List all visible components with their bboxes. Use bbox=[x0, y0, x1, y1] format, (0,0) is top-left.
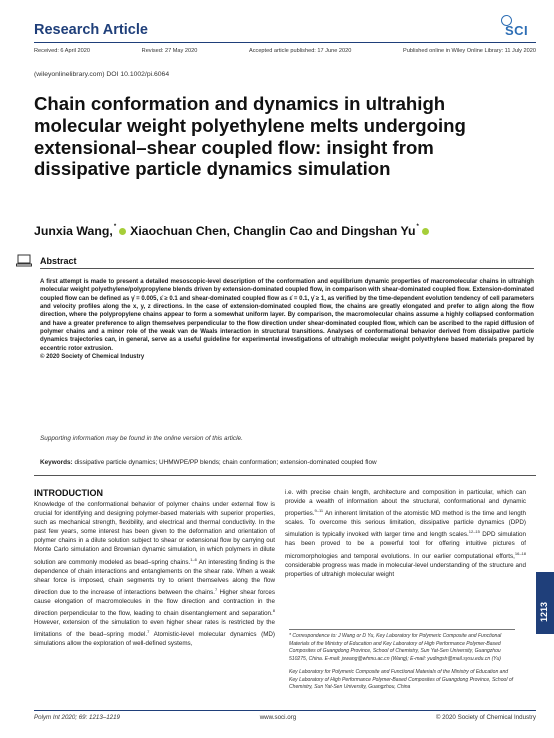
corresponding-mark: * bbox=[113, 224, 117, 230]
logo-text: SCI bbox=[505, 23, 529, 38]
sci-logo bbox=[501, 14, 535, 40]
abstract-rule bbox=[40, 268, 534, 269]
article-title: Chain conformation and dynamics in ultrahigh molecular weight polyethylene melts undergoing extensional–shear coupled flow: insight from dissipative particle dynamics simulation bbox=[34, 93, 466, 180]
section-rule bbox=[34, 475, 536, 476]
page-number: 1213 bbox=[539, 601, 549, 622]
citation-ref[interactable]: 8 bbox=[272, 608, 275, 614]
intro-text: considerable progress was made in molecular-level understanding of the structure and properties of ultrahigh molecular weight bbox=[285, 561, 526, 578]
keywords-text: dissipative particle dynamics; UHMWPE/PP blends; chain conformation; extension-dominated coupled flow bbox=[74, 459, 377, 466]
introduction-left-column bbox=[34, 500, 275, 648]
intro-text: An inherent limitation of the atomistic MD method is the time and length scales. To overcome this serious limitation, dissipative particle dynamics (DPD) simulation is typically invoked with larger time and length scales. bbox=[285, 510, 526, 539]
citation-ref[interactable]: 12–15 bbox=[468, 529, 480, 535]
citation-ref[interactable]: 7 bbox=[215, 586, 218, 592]
footer-copyright: © 2020 Society of Chemical Industry bbox=[435, 714, 536, 721]
article-dates bbox=[34, 48, 536, 54]
laptop-icon bbox=[16, 254, 32, 267]
page-footer bbox=[34, 714, 536, 721]
citation-ref[interactable]: 1–6 bbox=[190, 556, 197, 562]
footer-citation: Polym Int 2020; 69: 1213–1219 bbox=[34, 714, 121, 721]
keywords-label: Keywords: bbox=[40, 459, 73, 466]
intro-text: i.e. with precise chain length, architecture and composition in particular, which can provide a wealth of information about the structural, conformational and dynamic properties. bbox=[285, 489, 526, 518]
introduction-right-column bbox=[285, 488, 526, 579]
author-list bbox=[34, 224, 433, 238]
orcid-icon[interactable] bbox=[119, 228, 126, 235]
corresponding-mark: * bbox=[416, 224, 419, 230]
correspondence-rule bbox=[289, 629, 515, 630]
supporting-info-note: Supporting information may be found in the online version of this article. bbox=[40, 435, 243, 442]
footer-rule bbox=[34, 710, 536, 711]
abstract-text: A first attempt is made to present a detailed mesoscopic-level description of the conformation and equilibrium dynamic properties of macromolecular chains in ultrahigh molecular weight polyethylene/polypropylene blends driven by extension-dominated coupled flow, in comparison with shear-dominated coupled flow. Extension-dominated coupled flow can be defined as γ̇ = 0.005, ε̇ ≥ 0.1 and shear-dominated coupled flow as ε̇ = 0.1, γ̇ ≥ 1, as verified by the time-dependent evolution tendency of cell parameters and velocity profiles along the x, y, z directions. In the case of extension-dominated coupled flow, the chains are greatly elongated and prefer to align along the flow direction, where the polypropylene chains appear to form a somewhat uniform layer. By comparison, the macromolecular chains assume a highly collapsed conformation and have a greater preference to align themselves perpendicular to the flow direction under shear-dominated coupled flow, which can be ascribed to the rapid diffusion of polymer chains and a minor role of the weak van de Waals interaction in structural transitions. Analyses of conformational behavior derived from dissipative particle dynamics trajectories can, in general, serve as a useful guideline for experimental investigations of ultrahigh molecular weight polyethylene based materials prepared by eccentric rotor extrusion. bbox=[40, 279, 534, 352]
page-number-tab bbox=[536, 572, 554, 634]
keywords bbox=[40, 459, 534, 466]
intro-text: DPD simulation has been proved to be a powerful tool for offering intuitive pictures of micromorphologies and temporal evolutions. In our earlier computational efforts, bbox=[285, 531, 526, 560]
date-revised: Revised: 27 May 2020 bbox=[141, 48, 198, 54]
intro-text: Higher shear forces cause elongation of macromolecules in the flow direction and contraction in the direction perpendicular to the flow, leading to chain disentanglement and separation. bbox=[34, 588, 276, 618]
orcid-icon[interactable] bbox=[422, 228, 429, 235]
citation-ref[interactable]: 9–11 bbox=[314, 508, 324, 514]
abstract-body bbox=[40, 278, 534, 361]
citation-ref[interactable]: 7 bbox=[147, 629, 150, 635]
intro-text: Atomistic-level molecular dynamics (MD) simulations allow the exploration of well-defined systems, bbox=[34, 631, 276, 648]
correspondence-note bbox=[289, 633, 515, 692]
footer-website[interactable]: www.soci.org bbox=[259, 714, 297, 721]
introduction-heading: INTRODUCTION bbox=[34, 488, 103, 498]
abstract-heading: Abstract bbox=[40, 256, 77, 266]
doi-line[interactable]: (wileyonlinelibrary.com) DOI 10.1002/pi.6064 bbox=[34, 71, 170, 78]
date-published: Published online in Wiley Online Library: 11 July 2020 bbox=[403, 48, 536, 54]
header-rule bbox=[34, 42, 536, 43]
affiliation-text: Key Laboratory for Polymeric Composite and Functional Materials of the Ministry of Education and Key Laboratory of High Performance Polymer-Based Composites of Guangdong Province, School of Chemistry, Sun Yat-Sen University, Guangzhou, China bbox=[289, 669, 514, 690]
correspondence-text: * Correspondence to: J Wang or D Yu, Key Laboratory for Polymeric Composite and Functional Materials of the Ministry of Education and Key Laboratory of High Performance Polymer-Based Composites of Guangdong Province, School of Chemistry, Sun Yat-Sen University, Guangzhou 510275, China. E-mail: jxwang@whmu.ac.cn (Wang); E-mail: yudingsh@mail.sysu.edu.cn (Yu) bbox=[289, 633, 502, 662]
intro-text: An interesting finding is the dependence of chain interactions and entanglements on the shear rate. When a weak shear force is imposed, chain segments try to orient themselves along the flow direction due to the increase of interactions between the chains. bbox=[34, 558, 275, 596]
section-label: Research Article bbox=[34, 22, 148, 38]
author-first[interactable]: Junxia Wang, bbox=[34, 224, 113, 238]
intro-text: However, extension of the simulation to even higher shear rates is restricted by the limitations of the bead–spring model. bbox=[34, 619, 275, 639]
intro-text: Knowledge of the conformational behavior of polymer chains under external flow is crucial for identifying and designing polymer-based materials with superior properties, such as mechanical strength, flexibility, and electrical and thermal conductivity. In the past few years, some interest has been given to the deformation and orientation of polymer chains in a dilute solution subject to shear or extensional flow by carrying out Monte Carlo simulation and Brownian dynamic simulation, in which polymers in dilute solution are commonly modeled as bead–spring chains. bbox=[34, 501, 275, 566]
abstract-copyright: © 2020 Society of Chemical Industry bbox=[40, 354, 145, 361]
date-received: Received: 6 April 2020 bbox=[34, 48, 90, 54]
author-rest[interactable]: Xiaochuan Chen, Changlin Cao and Dingshan Yu bbox=[130, 224, 416, 238]
date-accepted: Accepted article published: 17 June 2020 bbox=[249, 48, 352, 54]
citation-ref[interactable]: 16–18 bbox=[514, 550, 526, 556]
